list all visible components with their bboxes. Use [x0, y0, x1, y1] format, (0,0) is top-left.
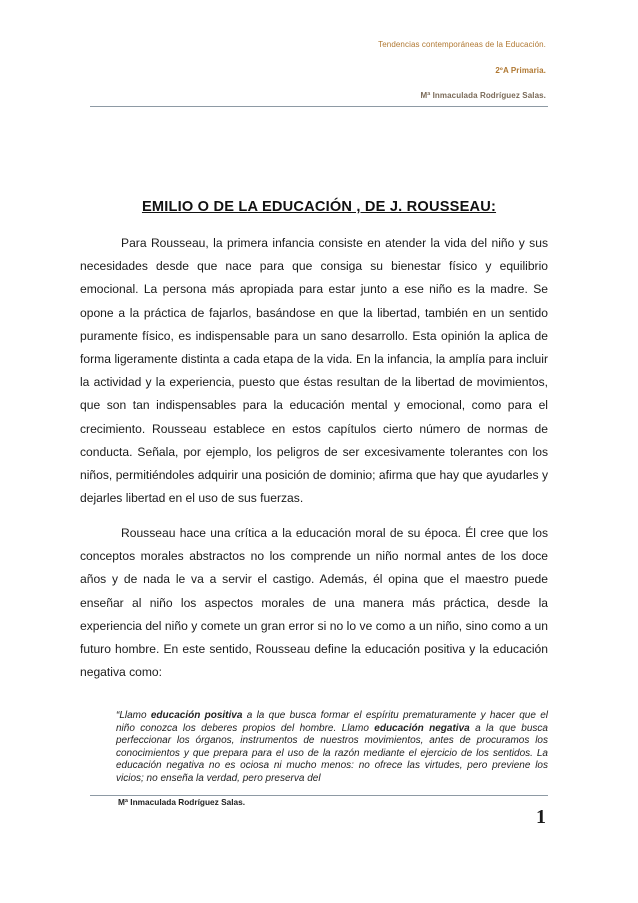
quote-text: “Llamo	[116, 710, 151, 721]
paragraph-2: Rousseau hace una crítica a la educación moral de su época. Él cree que los conceptos morales abstractos no los comprende un niño normal antes de los doce años y de nada le va a servir el castigo. Además, él opina que el maestro puede enseñar al niño los aspectos morales de una manera más práctica, desde la experiencia del niño y comete un gran error si no lo ve como a un niño, sino como a un futuro hombre. En este sentido, Rousseau define la educación positiva y la educación negativa como:	[80, 526, 548, 680]
quote-text: a la que busca formar el espíritu prematuramente y hacer que el niño conozca los deberes propios del hombre. Llamo	[116, 710, 548, 734]
footer-author: Mª Inmaculada Rodríguez Salas.	[118, 797, 246, 807]
header-divider	[90, 106, 548, 107]
paragraph-1: Para Rousseau, la primera infancia consiste en atender la vida del niño y sus necesidades desde que nace para que consiga su bienestar físico y equilibrio emocional. La persona más apropiada para estar junto a ese niño es la madre. Se opone a la práctica de fajarlos, basándose en que la libertad, también en un sentido puramente físico, es indispensable para un sano desarrollo. Esta opinión la aplica de forma ligeramente distinta a cada etapa de la vida. En la infancia, la amplía para incluir la actividad y la experiencia, puesto que éstas resultan de la libertad de movimientos, que son tan indispensables para la educación mental y emocional, como para el crecimiento. Rousseau establece en estos capítulos cierto número de normas de conducta. Señala, por ejemplo, los peligros de ser excesivamente tolerantes con los niños, permitiéndoles adquirir una posición de dominio; afirma que hay que ayudarles y dejarles libertad en el uso de sus fuerzas.	[80, 236, 548, 506]
header-course-title: Tendencias contemporáneas de la Educación.	[378, 40, 546, 49]
header-author: Mª Inmaculada Rodríguez Salas.	[420, 91, 546, 100]
quote-text: a la que busca perfeccionar los órganos, instrumentos de nuestros movimientos, antes de procuramos los conocimientos y que prepara para el uso de la razón mediante el ejercicio de los sentidos. La educación negativa no es ociosa ni mucho menos: no ofrece las virtudes, pero previene los vicios; no enseña la verdad, pero preserva del	[116, 722, 548, 784]
document-title: EMILIO O DE LA EDUCACIÓN , DE J. ROUSSEAU:	[141, 199, 497, 215]
block-quote	[116, 710, 548, 786]
header-group: 2ºA Primaria.	[495, 66, 546, 75]
page-number: 1	[536, 806, 546, 828]
quote-bold-term: educación negativa	[374, 722, 470, 734]
quote-bold-term: educación positiva	[150, 710, 243, 721]
footer-divider	[90, 795, 548, 796]
